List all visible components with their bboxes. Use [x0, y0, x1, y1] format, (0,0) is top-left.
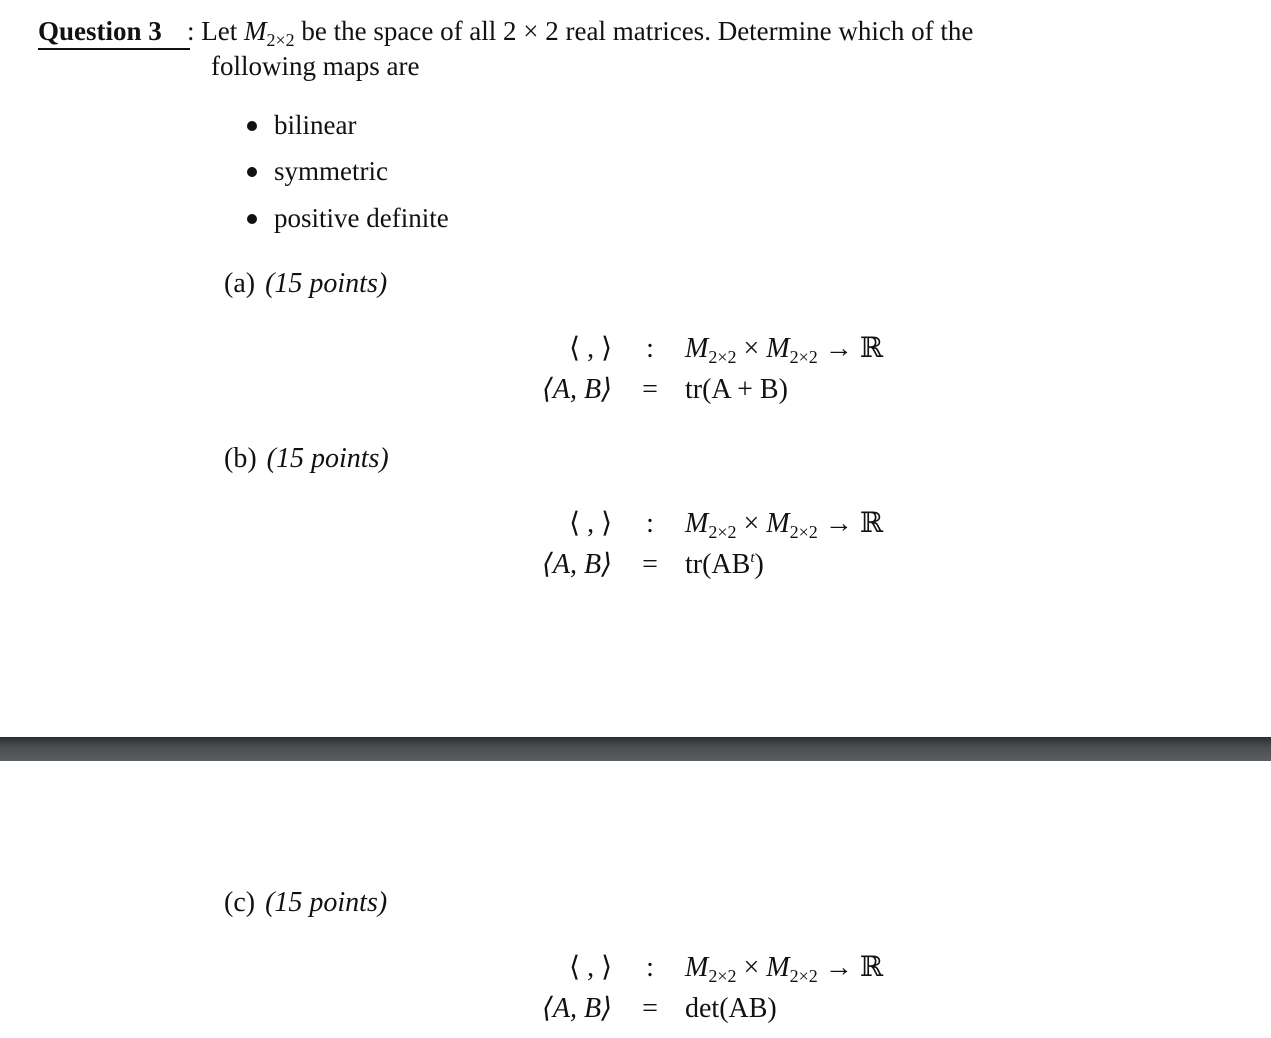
question-label-underline	[38, 48, 190, 50]
part-a-label: (a) (15 points)	[224, 268, 388, 299]
bullet-icon	[247, 121, 257, 131]
part-c-label: (c) (15 points)	[224, 887, 388, 918]
page-break-divider	[0, 737, 1271, 761]
bullet-icon	[247, 167, 257, 177]
part-b-label: (b) (15 points)	[224, 443, 389, 474]
question-label: Question 3	[38, 16, 162, 46]
question-text-line1: : Let $M_{2\times 2}$ be the space of all 2 × 2 real matrices. Determine which of the	[187, 16, 974, 50]
question-text-line2: following maps are	[211, 51, 420, 81]
property-positive-definite: positive definite	[274, 203, 449, 233]
property-symmetric: symmetric	[274, 156, 388, 186]
property-bilinear: bilinear	[274, 110, 357, 140]
bullet-icon	[247, 214, 257, 224]
